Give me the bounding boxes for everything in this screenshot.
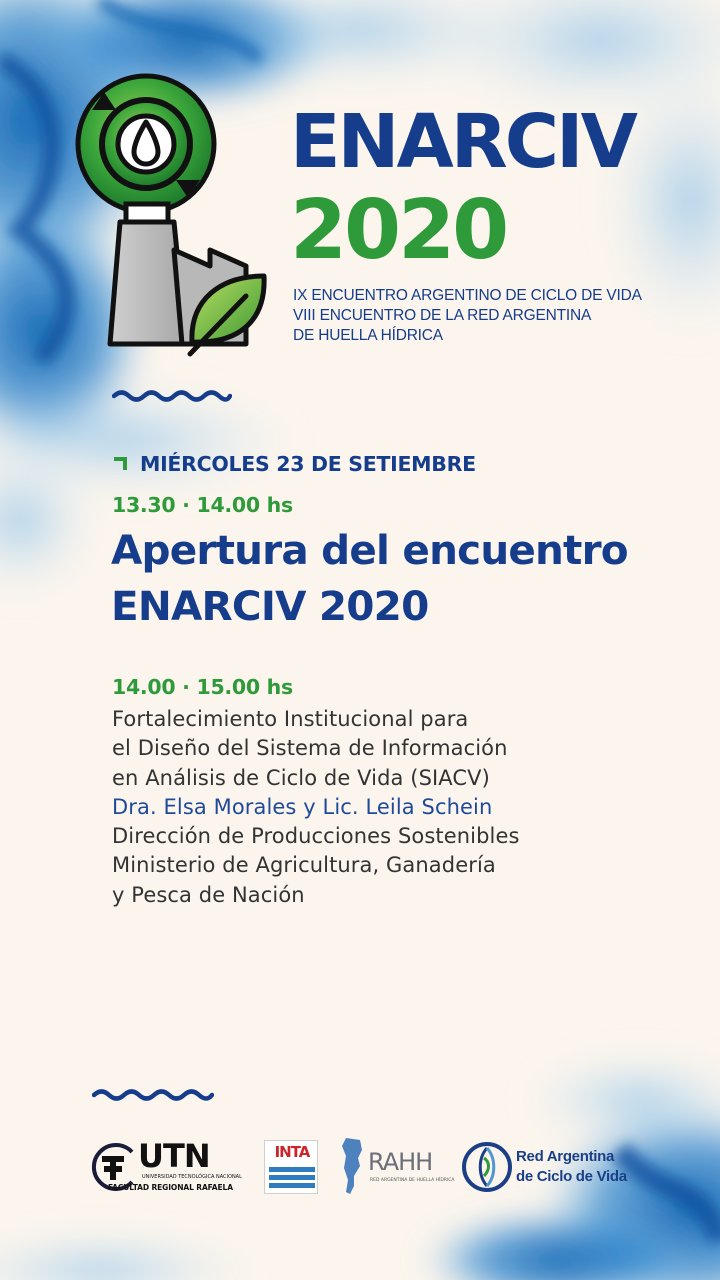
talk-speakers: Dra. Elsa Morales y Lic. Leila Schein <box>112 794 493 819</box>
utn-logo <box>88 1137 242 1196</box>
opening-title-line: ENARCIV 2020 <box>111 582 429 630</box>
subtitle-line: DE HUELLA HÍDRICA <box>293 327 443 344</box>
water-drop-icon <box>118 116 174 172</box>
event-year: 2020 <box>290 183 507 278</box>
sponsor-logos <box>0 1130 720 1200</box>
subtitle-line: VIII ENCUENTRO DE LA RED ARGENTINA <box>293 307 592 324</box>
inta-logo <box>264 1140 318 1194</box>
subtitle-line: IX ENCUENTRO ARGENTINO DE CICLO DE VIDA <box>293 287 642 304</box>
talk-affiliation-line: y Pesca de Nación <box>112 882 305 907</box>
rahh-subtitle: RED ARGENTINA DE HUELLA HÍDRICA <box>370 1178 455 1183</box>
talk-time: 14.00 · 15.00 hs <box>112 675 293 699</box>
rahh-logo <box>338 1136 455 1198</box>
talk-title-line: en Análisis de Ciclo de Vida (SIACV) <box>112 765 490 790</box>
racv-line1: Red Argentina <box>516 1148 615 1165</box>
talk-title-line: Fortalecimiento Institucional para <box>112 707 469 731</box>
inta-name: INTA <box>274 1143 310 1161</box>
talk-title-line: el Diseño del Sistema de Información <box>112 736 508 761</box>
racv-cycle-icon <box>460 1140 514 1194</box>
schedule-date <box>112 452 476 476</box>
opening-title-line: Apertura del encuentro <box>111 526 628 574</box>
racv-line2: de Ciclo de Vida <box>516 1168 627 1185</box>
date-label: MIÉRCOLES 23 DE SETIEMBRE <box>140 452 476 476</box>
event-title: ENARCIV <box>290 99 635 185</box>
opening-title <box>111 522 628 634</box>
talk-affiliation-line: Ministerio de Agricultura, Ganadería <box>112 853 496 878</box>
racv-logo <box>460 1138 640 1196</box>
utn-line2: FACULTAD REGIONAL RAFAELA <box>108 1183 233 1192</box>
rahh-name: RAHH <box>368 1148 433 1176</box>
wave-divider <box>92 1087 214 1103</box>
event-subtitle <box>293 286 642 346</box>
opening-time: 13.30 · 14.00 hs <box>112 493 293 517</box>
corner-bracket-icon <box>112 456 128 472</box>
enarciv-logo <box>70 70 270 360</box>
wave-divider <box>112 388 232 404</box>
utn-name: UTN <box>138 1137 210 1175</box>
talk-details <box>112 705 520 910</box>
talk-affiliation-line: Dirección de Producciones Sostenibles <box>112 824 520 849</box>
utn-line1: UNIVERSIDAD TECNOLÓGICA NACIONAL <box>142 1174 242 1180</box>
argentina-map-icon <box>338 1136 368 1196</box>
